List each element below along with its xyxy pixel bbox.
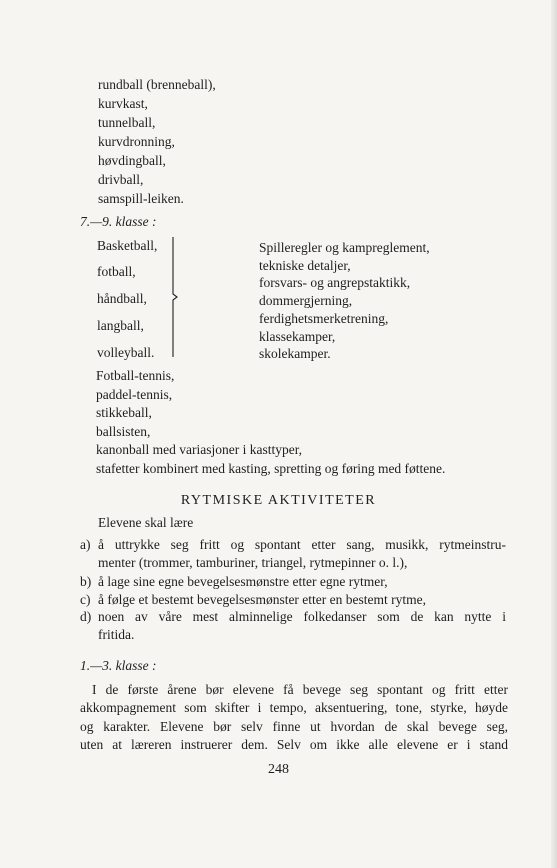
list-item: høvdingball, <box>98 153 166 168</box>
page-number: 248 <box>268 762 289 777</box>
list-item: forsvars- og angrepstaktikk, <box>259 275 411 291</box>
right-brace-icon <box>171 236 181 358</box>
other-games-list <box>96 367 445 479</box>
item-text: å uttrykke seg fritt og spontant etter sang, musikk, rytmeinstru- menter (trommer, tamburiner, triangel, rytmepinner o. l.), <box>98 537 506 570</box>
list-item: volleyball. <box>97 345 155 360</box>
item-label: a) <box>80 537 91 552</box>
list-item: langball, <box>97 318 144 333</box>
body-paragraph <box>80 681 508 755</box>
list-item: Basketball, <box>97 238 158 253</box>
list-item: kurvkast, <box>98 96 148 111</box>
page-edge-shadow <box>551 0 557 868</box>
paragraph-line: uten at læreren instruerer dem. Selv om ikke alle elevene er i stand <box>80 737 508 753</box>
list-item: ballsisten, <box>96 423 151 439</box>
list-item: drivball, <box>98 172 144 187</box>
list-item: håndball, <box>97 291 147 306</box>
list-item: dommergjerning, <box>259 293 353 309</box>
list-item: kanonball med variasjoner i kasttyper, <box>96 442 303 458</box>
item-text: å følge et bestemt bevegelsesmønster etter en bestemt rytme, <box>98 592 427 607</box>
item-label: d) <box>80 609 92 624</box>
list-item: stafetter kombinert med kasting, spretting og føring med føttene. <box>96 460 446 476</box>
list-item: tunnelball, <box>98 115 156 130</box>
section-heading-7-9: 7.—9. klasse : <box>80 214 157 229</box>
list-item: skolekamper. <box>259 346 331 362</box>
list-item: tekniske detaljer, <box>259 257 351 273</box>
topics-list <box>259 239 430 363</box>
paragraph-line: og karakter. Elevene bør selv finne ut hvordan de skal bevege seg, <box>80 718 508 734</box>
item-text: å lage sine egne bevegelsesmønstre etter egne rytmer, <box>98 574 388 589</box>
paragraph-line: akkompagnement som skifter i tempo, aksentuering, tone, styrke, høyde <box>80 700 508 716</box>
list-item: fotball, <box>97 264 136 279</box>
section-heading-1-3: 1.—3. klasse : <box>80 658 157 673</box>
list-item: ferdighetsmerketrening, <box>259 310 389 326</box>
list-item: kurvdronning, <box>98 134 175 149</box>
list-item: stikkeball, <box>96 405 152 421</box>
list-item: Spilleregler og kampreglement, <box>259 240 430 255</box>
paragraph-line: I de første årene bør elevene få bevege seg spontant og fritt etter <box>92 682 508 697</box>
intro-text: Elevene skal lære <box>98 515 194 530</box>
item-label: c) <box>80 592 91 607</box>
list-item: rundball (brenneball), <box>98 77 216 92</box>
section-title-rytmiske: RYTMISKE AKTIVITETER <box>180 493 377 508</box>
item-text: noen av våre mest alminnelige folkedanser som de kan nytte i fritida. <box>98 609 506 642</box>
list-item: Fotball-tennis, <box>96 368 175 383</box>
ball-games-list <box>98 75 216 208</box>
list-item: klassekamper, <box>259 328 336 344</box>
list-item: paddel-tennis, <box>96 386 173 402</box>
item-label: b) <box>80 574 92 589</box>
list-item: samspill-leiken. <box>98 191 184 206</box>
